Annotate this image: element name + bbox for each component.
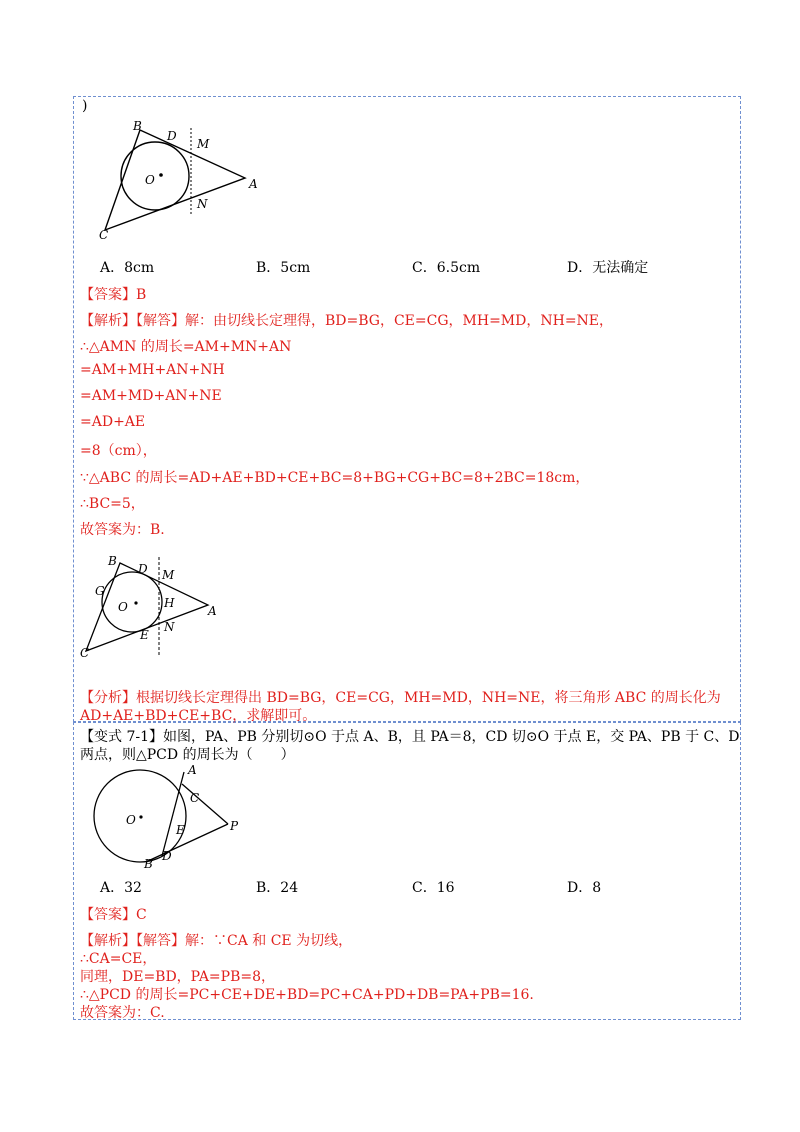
q2-option-a: A．32	[100, 880, 142, 896]
fig3-label-B: B	[144, 857, 153, 870]
fig2-label-E: E	[140, 628, 149, 642]
q2-option-c: C．16	[412, 880, 455, 896]
q1-solution-line-6: =8（cm），	[80, 443, 157, 459]
fig3-label-A: A	[188, 763, 197, 777]
q2-solution-line-1: 【解析】【解答】解：∵CA 和 CE 为切线，	[80, 933, 353, 949]
q2-solution-line-2: ∴CA=CE，	[80, 951, 157, 967]
paren-close: )	[82, 98, 88, 114]
q1-option-a: A．8cm	[100, 260, 155, 276]
q1-solution-line-1: 【解析】【解答】解：由切线长定理得，BD=BG，CE=CG，MH=MD，NH=NE，	[80, 313, 614, 329]
fig1-label-C: C	[99, 228, 109, 242]
q1-option-c: C．6.5cm	[412, 260, 481, 276]
fig2-label-B: B	[108, 554, 117, 568]
fig1-label-A: A	[249, 177, 258, 191]
q2-solution-line-3: 同理，DE=BD，PA=PB=8，	[80, 969, 276, 985]
q1-solution-line-7: ∵△ABC 的周长=AD+AE+BD+CE+BC=8+BG+CG+BC=8+2BC=18cm，	[80, 470, 590, 486]
q1-solution-line-2: ∴△AMN 的周长=AM+MN+AN	[80, 339, 292, 355]
q1-option-d: D．无法确定	[567, 260, 649, 276]
q1-analysis-line-2: AD+AE+BD+CE+BC，求解即可。	[80, 708, 317, 724]
q2-option-d: D．8	[567, 880, 602, 896]
figure-2-triangle-incircle-labeled	[76, 553, 226, 663]
fig3-label-C: C	[190, 791, 200, 805]
fig3-label-P: P	[230, 819, 239, 833]
fig2-label-N: N	[164, 620, 175, 634]
fig2-label-M: M	[162, 568, 175, 582]
fig2-label-G: G	[95, 584, 105, 598]
q1-analysis-line-1: 【分析】根据切线长定理得出 BD=BG，CE=CG，MH=MD，NH=NE，将三角形 ABC 的周长化为	[80, 690, 721, 706]
figure-3-tangents-from-p	[92, 762, 242, 870]
figure-1-triangle-incircle	[95, 118, 275, 243]
q1-solution-line-4: =AM+MD+AN+NE	[80, 388, 222, 404]
fig1-label-M: M	[197, 137, 210, 151]
q2-option-b: B．24	[256, 880, 299, 896]
fig3-label-E: E	[176, 823, 185, 837]
fig2-label-O: O	[118, 600, 128, 614]
q2-solution-line-4: ∴△PCD 的周长=PC+CE+DE+BD=PC+CA+PD+DB=PA+PB=16.	[80, 987, 534, 1003]
q2-question-line-1: 【变式 7-1】如图，PA、PB 分别切⊙O 于点 A、B，且 PA＝8，CD 切⊙O 于点 E，交 PA、PB 于 C、D	[80, 729, 740, 745]
fig1-label-D: D	[167, 129, 177, 143]
q1-option-b: B．5cm	[256, 260, 311, 276]
fig2-label-D: D	[138, 562, 148, 576]
q2-question-line-2: 两点，则△PCD 的周长为（ ）	[80, 747, 295, 763]
fig1-label-O: O	[145, 173, 155, 187]
fig1-label-N: N	[197, 197, 208, 211]
q2-solution-line-5: 故答案为：C.	[80, 1005, 165, 1021]
q1-solution-line-3: =AM+MH+AN+NH	[80, 362, 225, 378]
q1-solution-line-8: ∴BC=5，	[80, 496, 145, 512]
q1-solution-line-5: =AD+AE	[80, 414, 146, 430]
q1-answer: 【答案】B	[80, 287, 147, 303]
fig2-label-A: A	[208, 604, 217, 618]
fig2-label-H: H	[164, 596, 175, 610]
q1-solution-line-9: 故答案为：B.	[80, 522, 165, 538]
fig1-label-B: B	[133, 119, 142, 133]
fig2-label-C: C	[80, 646, 90, 660]
fig3-label-O: O	[126, 813, 136, 827]
q2-answer: 【答案】C	[80, 907, 147, 923]
fig3-label-D: D	[162, 849, 172, 863]
